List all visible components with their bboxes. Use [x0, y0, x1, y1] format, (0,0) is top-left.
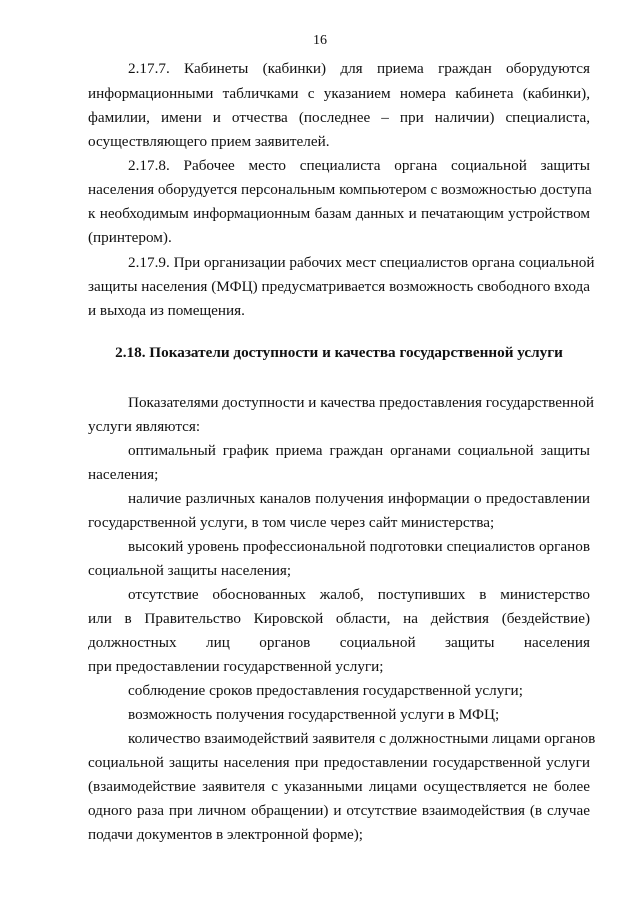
list-item-line: возможность получения государственной услуги в МФЦ;	[128, 706, 500, 723]
paragraph-line: к необходимым информационным базам данных и печатающим устройством	[88, 205, 590, 222]
paragraph-line: (принтером).	[88, 229, 172, 246]
list-item-line: должностных лиц органов социальной защиты населения	[88, 634, 590, 651]
list-item-line: социальной защиты населения при предоставлении государственной услуги	[88, 754, 590, 771]
paragraph-line: Показателями доступности и качества предоставления государственной	[128, 394, 594, 411]
paragraph-line: информационными табличками с указанием номера кабинета (кабинки),	[88, 85, 590, 102]
list-item-line: высокий уровень профессиональной подготовки специалистов органов	[128, 538, 590, 555]
paragraph-line: 2.17.9. При организации рабочих мест специалистов органа социальной	[128, 254, 595, 271]
paragraph-line: и выхода из помещения.	[88, 302, 245, 319]
paragraph-line: защиты населения (МФЦ) предусматривается возможность свободного входа	[88, 278, 590, 295]
list-item-line: отсутствие обоснованных жалоб, поступивших в министерство	[128, 586, 590, 603]
list-item-line: количество взаимодействий заявителя с должностными лицами органов	[128, 730, 596, 747]
paragraph-line: осуществляющего прием заявителей.	[88, 133, 330, 150]
list-item-line: при предоставлении государственной услуги;	[88, 658, 384, 675]
list-item-line: населения;	[88, 466, 159, 483]
paragraph-line: населения оборудуется персональным компьютером с возможностью доступа	[88, 181, 592, 198]
list-item-line: (взаимодействие заявителя с указанными лицами осуществляется не более	[88, 778, 590, 795]
list-item-line: или в Правительство Кировской области, на действия (бездействие)	[88, 610, 590, 627]
list-item-line: государственной услуги, в том числе через сайт министерства;	[88, 514, 495, 531]
list-item-line: одного раза при личном обращении) и отсутствие взаимодействия (в случае	[88, 802, 590, 819]
paragraph-line: фамилии, имени и отчества (последнее – при наличии) специалиста,	[88, 109, 590, 126]
paragraph-line: услуги являются:	[88, 418, 201, 435]
list-item-line: социальной защиты населения;	[88, 562, 292, 579]
paragraph-line: 2.17.7. Кабинеты (кабинки) для приема граждан оборудуются	[128, 60, 590, 77]
list-item-line: оптимальный график приема граждан органами социальной защиты	[128, 442, 590, 459]
list-item-line: подачи документов в электронной форме);	[88, 826, 363, 843]
page-number: 16	[313, 33, 327, 48]
section-heading: 2.18. Показатели доступности и качества государственной услуги	[115, 344, 563, 361]
list-item-line: наличие различных каналов получения информации о предоставлении	[128, 490, 590, 507]
paragraph-line: 2.17.8. Рабочее место специалиста органа социальной защиты	[128, 157, 590, 174]
list-item-line: соблюдение сроков предоставления государственной услуги;	[128, 682, 523, 699]
